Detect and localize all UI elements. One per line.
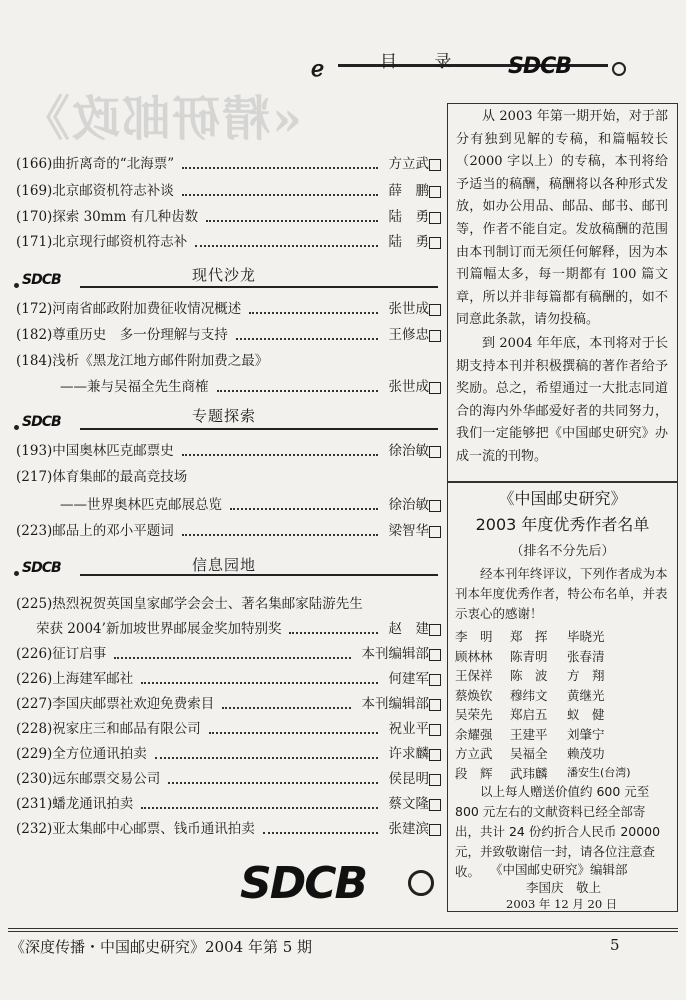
award-name: 王保祥 bbox=[455, 668, 493, 683]
toc-entry bbox=[16, 376, 441, 398]
toc-entry-author: 本刊编辑部 bbox=[361, 696, 429, 712]
dot-leader bbox=[141, 793, 378, 809]
section-bullet-icon bbox=[14, 283, 19, 288]
award-name: 吴荣先 bbox=[455, 707, 493, 722]
section-rule bbox=[80, 574, 438, 576]
dot-leader bbox=[217, 376, 378, 392]
toc-entry bbox=[16, 231, 441, 253]
toc-entry-title: (184)浅析《黑龙江地方邮件附加费之最》 bbox=[16, 353, 269, 369]
toc-entry-author: 何建军 bbox=[388, 671, 429, 687]
signature-name: 李国庆 敬上 bbox=[526, 880, 602, 895]
dot-leader bbox=[182, 440, 378, 456]
signature-date: 2003 年 12 月 20 日 bbox=[506, 897, 618, 911]
dot-leader bbox=[182, 180, 378, 196]
award-name: 郑启五 bbox=[510, 707, 548, 722]
toc-entry bbox=[16, 743, 441, 765]
dot-leader bbox=[114, 643, 351, 659]
toc-entry-title: (169)北京邮资机符志补谈 bbox=[16, 183, 174, 199]
award-name: 陈青明 bbox=[510, 648, 548, 664]
toc-entry-title: (228)祝家庄三和邮品有限公司 bbox=[16, 721, 201, 737]
dot-leader bbox=[263, 818, 378, 834]
dot-leader bbox=[182, 153, 378, 169]
toc-entry bbox=[16, 494, 441, 516]
section-logo: SDCB bbox=[22, 560, 61, 576]
award-name-row bbox=[455, 744, 670, 764]
toc-entry-title: (232)亚太集邮中心邮票、钱币通讯拍卖 bbox=[16, 821, 255, 837]
toc-entry-title: (171)北京现行邮资机符志补 bbox=[16, 234, 188, 250]
toc-entry-author: 陆 勇 bbox=[388, 209, 429, 225]
award-name: 蔡焕钦 bbox=[455, 687, 493, 703]
award-name: 吴福全 bbox=[510, 746, 548, 761]
award-intro: 经本刊年终评议，下列作者成为本刊本年度优秀作者，特公布名单，并表示衷心的感谢！ bbox=[455, 566, 668, 621]
toc-entry-title: (170)探索 30mm 有几种齿数 bbox=[16, 209, 199, 225]
toc-entry-author: 王修忠 bbox=[388, 327, 429, 343]
big-logo: SDCB bbox=[240, 858, 367, 909]
award-name: 武玮麟 bbox=[510, 765, 548, 781]
checkbox-square-icon bbox=[429, 382, 441, 394]
checkbox-square-icon bbox=[429, 724, 441, 736]
toc-entry bbox=[16, 298, 441, 320]
toc-entry-author: 徐治敏 bbox=[388, 497, 429, 513]
toc-entry bbox=[16, 350, 441, 372]
dot-leader bbox=[289, 618, 378, 634]
toc-entry-title: (172)河南省邮政附加费征收情况概述 bbox=[16, 301, 242, 317]
dot-leader bbox=[168, 768, 378, 784]
footer-rule-2 bbox=[8, 931, 678, 932]
toc-entry-title: (229)全方位通讯拍卖 bbox=[16, 746, 147, 762]
dot-leader bbox=[195, 231, 378, 247]
award-name-row bbox=[455, 627, 670, 647]
toc-entry bbox=[16, 668, 441, 690]
award-name: 刘肇宁 bbox=[567, 726, 605, 742]
toc-entry-title: (230)远东邮票交易公司 bbox=[16, 771, 161, 787]
section-bullet-icon bbox=[14, 571, 19, 576]
award-name: 段 辉 bbox=[455, 765, 493, 781]
toc-entry bbox=[16, 793, 441, 815]
award-outro: 以上每人赠送价值约 600 元至 800 元左右的文献资料已经全部寄出，共计 24 份约折合人民币 20000 元，并致敬谢信一封，请各位注意查收。 bbox=[455, 784, 661, 879]
section-logo: SDCB bbox=[22, 272, 61, 288]
toc-entry bbox=[16, 643, 441, 665]
toc-entry bbox=[16, 593, 441, 615]
toc-entry-author: 薛 鹏 bbox=[388, 183, 429, 199]
toc-entry bbox=[16, 618, 441, 640]
dot-leader bbox=[206, 206, 378, 222]
toc-entry-author: 张建滨 bbox=[388, 821, 429, 837]
checkbox-square-icon bbox=[429, 446, 441, 458]
toc-entry-title: (217)体育集邮的最高竞技场 bbox=[16, 469, 188, 485]
award-name-row bbox=[455, 647, 670, 667]
toc-entry-author: 张世成 bbox=[388, 379, 429, 395]
award-name-row bbox=[455, 705, 670, 725]
toc-entry-author: 祝业平 bbox=[388, 721, 429, 737]
toc-entry-title: (231)蟠龙通讯拍卖 bbox=[16, 796, 134, 812]
award-subtitle: （排名不分先后） bbox=[510, 544, 615, 559]
award-name-row bbox=[455, 725, 670, 745]
toc-entry bbox=[16, 818, 441, 840]
dot-leader bbox=[155, 743, 378, 759]
header-logo: SDCB bbox=[508, 54, 572, 79]
award-title-2: 2003 年度优秀作者名单 bbox=[475, 515, 650, 534]
checkbox-square-icon bbox=[429, 624, 441, 636]
award-name-row bbox=[455, 666, 670, 686]
checkbox-square-icon bbox=[429, 649, 441, 661]
ghost-title: «精研邮政》 bbox=[20, 91, 303, 147]
toc-entry bbox=[16, 718, 441, 740]
toc-entry-title: (193)中国奥林匹克邮票史 bbox=[16, 443, 174, 459]
checkbox-square-icon bbox=[429, 526, 441, 538]
checkbox-square-icon bbox=[429, 799, 441, 811]
footer-journal: 《深度传播・中国邮史研究》2004 年第 5 期 bbox=[10, 938, 313, 956]
award-name: 赖茂功 bbox=[567, 746, 605, 761]
checkbox-square-icon bbox=[429, 699, 441, 711]
toc-entry bbox=[16, 324, 441, 346]
toc-entry-title: (182)尊重历史 多一份理解与支持 bbox=[16, 327, 228, 343]
toc-entry-author: 侯昆明 bbox=[388, 771, 429, 787]
toc-entry bbox=[16, 520, 441, 542]
checkbox-square-icon bbox=[429, 749, 441, 761]
toc-entry-title: (223)邮品上的邓小平题词 bbox=[16, 523, 174, 539]
toc-entry-author: 本刊编辑部 bbox=[361, 646, 429, 662]
checkbox-square-icon bbox=[429, 500, 441, 512]
dot-leader bbox=[222, 693, 351, 709]
toc-entry-author: 赵 建 bbox=[388, 621, 429, 637]
toc-entry-author: 许求麟 bbox=[388, 746, 429, 762]
checkbox-square-icon bbox=[429, 824, 441, 836]
notice-paragraph-1: 从 2003 年第一期开始，对于部分有独到见解的专稿，和篇幅较长（2000 字以上）的专稿，本刊将给予适当的稿酬，稿酬将以各种形式发放，如办公用品、邮品、邮书、邮刊等，作者不能自定。发放稿酬的范围由本刊制订而无须任何解释，因为本刊篇幅太多，每一期都有 100 篇文章，所以并非每篇都有稿酬的，如不同意此条款，请勿投稿。 bbox=[456, 109, 668, 328]
award-name: 余耀强 bbox=[455, 726, 493, 742]
dot-leader bbox=[182, 520, 378, 536]
toc-entry bbox=[16, 693, 441, 715]
section-heading: 信息园地 bbox=[192, 556, 257, 574]
footer-rule bbox=[8, 928, 678, 929]
toc-entry bbox=[16, 466, 441, 488]
toc-entry-title: (227)李国庆邮票社欢迎免费索目 bbox=[16, 696, 215, 712]
checkbox-square-icon bbox=[429, 212, 441, 224]
checkbox-square-icon bbox=[429, 774, 441, 786]
dot-leader bbox=[236, 324, 378, 340]
signature-editor: 《中国邮史研究》编辑部 bbox=[490, 862, 628, 877]
section-heading: 现代沙龙 bbox=[192, 266, 257, 284]
toc-entry bbox=[16, 768, 441, 790]
page-number: 5 bbox=[610, 936, 620, 954]
award-name: 李 明 bbox=[455, 629, 493, 644]
toc-entry-title: 荣获 2004’新加坡世界邮展金奖加特别奖 bbox=[36, 621, 282, 637]
toc-entry-title: ——世界奥林匹克邮展总览 bbox=[60, 497, 222, 513]
award-name: 张春清 bbox=[567, 648, 605, 664]
logo-circle-icon bbox=[612, 62, 626, 76]
toc-entry-author: 梁智华 bbox=[388, 523, 429, 539]
toc-entry-title: ——兼与吴福全先生商榷 bbox=[60, 379, 209, 395]
checkbox-square-icon bbox=[429, 237, 441, 249]
toc-entry bbox=[16, 440, 441, 462]
toc-entry bbox=[16, 153, 441, 175]
toc-entry bbox=[16, 206, 441, 228]
big-logo-circle-icon bbox=[408, 870, 434, 896]
award-name-row bbox=[455, 686, 670, 706]
toc-entry-author: 徐治敏 bbox=[388, 443, 429, 459]
award-title: 《中国邮史研究》 bbox=[498, 489, 627, 508]
award-name: 方立武 bbox=[455, 746, 493, 761]
award-name: 黄继光 bbox=[567, 687, 605, 703]
toc-entry bbox=[16, 180, 441, 202]
award-name: 毕晓光 bbox=[567, 629, 605, 644]
section-rule bbox=[80, 428, 438, 430]
award-name: 方 翔 bbox=[567, 668, 605, 683]
section-rule bbox=[80, 286, 438, 288]
award-name: 蚁 健 bbox=[567, 707, 605, 722]
award-name: 王建平 bbox=[510, 726, 548, 742]
hook-ornament: ℯ bbox=[311, 56, 325, 82]
page-title: 目 录 bbox=[380, 52, 468, 72]
section-bullet-icon bbox=[14, 425, 19, 430]
dot-leader bbox=[209, 718, 378, 734]
section-heading: 专题探索 bbox=[192, 407, 257, 425]
toc-entry-title: (226)上海建军邮社 bbox=[16, 671, 134, 687]
checkbox-square-icon bbox=[429, 304, 441, 316]
dot-leader bbox=[141, 668, 378, 684]
notice-paragraph-2: 到 2004 年年底，本刊将对于长期支持本刊并积极撰稿的著作者给予奖励。总之，希望通过一大批志同道合的海内外华邮爱好者的共同努力，我们一定能够把《中国邮史研究》办成一流的刊物。 bbox=[456, 336, 668, 464]
toc-entry-author: 方立武 bbox=[388, 156, 429, 172]
toc-entry-title: (166)曲折离奇的“北海票” bbox=[16, 156, 175, 172]
award-name: 郑 挥 bbox=[510, 629, 548, 644]
checkbox-square-icon bbox=[429, 186, 441, 198]
award-name: 穆纬文 bbox=[510, 687, 548, 703]
dot-leader bbox=[230, 494, 378, 510]
award-name-row bbox=[455, 764, 670, 784]
dot-leader bbox=[249, 298, 378, 314]
checkbox-square-icon bbox=[429, 330, 441, 342]
toc-entry-author: 蔡文隆 bbox=[388, 796, 429, 812]
toc-entry-title: (225)热烈祝贺英国皇家邮学会会士、著名集邮家陆游先生 bbox=[16, 596, 363, 612]
checkbox-square-icon bbox=[429, 159, 441, 171]
award-name: 潘安生(台湾) bbox=[567, 765, 631, 779]
toc-entry-author: 陆 勇 bbox=[388, 234, 429, 250]
award-name: 陈 波 bbox=[510, 668, 548, 683]
section-logo: SDCB bbox=[22, 414, 61, 430]
notice-divider bbox=[447, 481, 678, 483]
checkbox-square-icon bbox=[429, 674, 441, 686]
award-name: 顾林林 bbox=[455, 648, 493, 664]
toc-entry-title: (226)征订启事 bbox=[16, 646, 107, 662]
toc-entry-author: 张世成 bbox=[388, 301, 429, 317]
